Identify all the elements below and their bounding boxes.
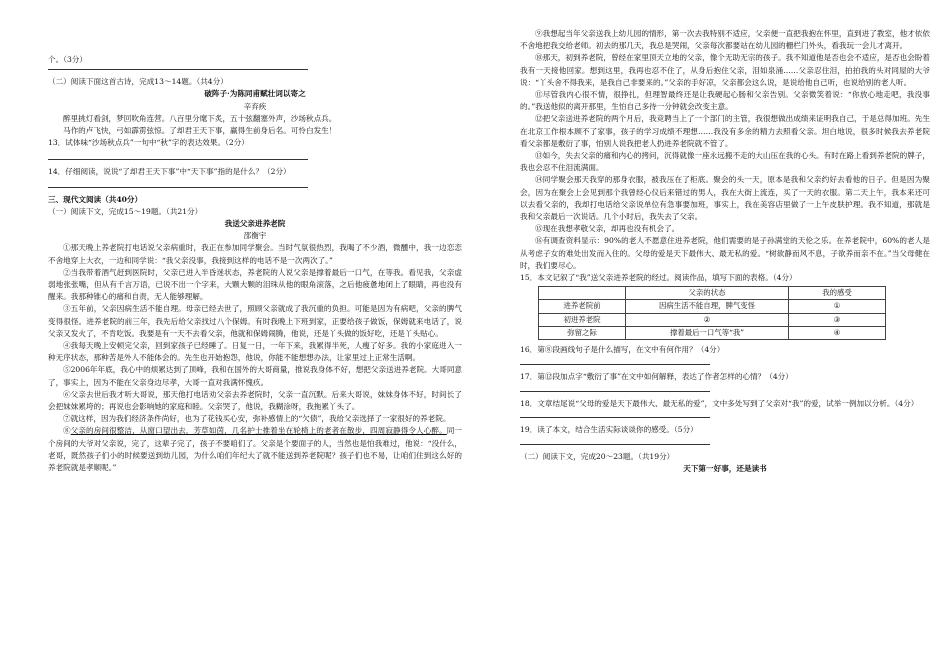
- paragraph: ③五年前，父亲因病生活不能自理。母亲已经去世了，照顾父亲就成了我沉重的负担。可能是因为有病吧，父亲的脾气变得很怪。进养老院的前三年，我先后给父亲找过八个保姆。有时我晚上下班到家，正要给孩子做饭，保姆就来电话了，说父亲又发火了，不肯吃饭。我要是有一天不去看父亲，他就和保姆闹腾，他说，还是丫头做的饭好吃，还是丫头贴心。: [48, 304, 462, 338]
- answer-line: [520, 444, 710, 445]
- table-header: 父亲的状态: [626, 287, 789, 300]
- answer-line: [520, 391, 710, 392]
- table-cell: 因病生活不能自理，脾气变怪: [626, 300, 789, 313]
- paragraph: ⑩那天，初到养老院，曾经在家里顶天立地的父亲，像个无助无宗的孩子。我不知道他是否也会不适应，是否也会盼着我有一天接他回家。想到这里，我再也忍不住了，从身后抱住父亲，泪如泉涌……父亲忍住泪，拍拍我的头对同屋的大爷说：“丫头舍不得我来，是我自己非要来的。”父亲的手好凉，父亲都会这么说，是说给他自己听，也说给别的老人听。: [520, 53, 930, 87]
- paragraph: ⑤2006年年底，我心中的烦累达到了顶峰，我和在国外的大哥商量，推说我身体不好，想把父亲送进养老院。大哥同意了，事实上，因为不能在父亲身边尽孝，大哥一直对我满怀愧疚。: [48, 365, 463, 387]
- question-18: 18．文章结尾说“父母的爱是天下最伟大、最无私的爱”，文中多处写到了父亲对“我”的爱，试举一例加以分析。（4分）: [520, 399, 919, 409]
- paragraph: ⑮现在我想孝敬父亲，却再也没有机会了。: [535, 224, 680, 234]
- article-title: 天下第一好事，还是读书: [683, 464, 767, 474]
- paragraph: ⑨我想起当年父亲送我上幼儿园的情形，第一次去我特别不适应，父亲便一直把我抱在怀里，直到进了教室，他才依依不舍地把我交给老师。初去的那几天，我总是哭闹，父亲每次都要站在幼儿园的栅栏门外头，看我玩一会儿才离开。: [520, 29, 930, 51]
- section-intro: （二）阅读下面这首古诗，完成13～14题。（共4分）: [48, 77, 228, 87]
- paragraph: ②当我带着酒气赶到医院时，父亲已进入半昏迷状态，养老院的人说父亲是撑着最后一口气，在等我。看见我，父亲虚弱地张张嘴，但从有千言万语，已说不出一个字来，大颗大颗的泪珠从他的眼角滚落，之后他疲惫地闭上了眼睛，再也没有醒来。我那种锥心的痛和自责，无人能够理解。: [48, 267, 462, 302]
- text-fragment: 个。（3分）: [48, 55, 87, 64]
- paragraph: ⑥父亲去世后我才听大哥说，那天他打电话劝父亲去养老院时，父亲一直沉默。后来大哥说，妹妹身体不好，时间长了会把妹妹累垮的；再说也会影响她的家庭和睦。父亲哭了，他说，我糊涂呀，我拖累丫头了。: [48, 389, 462, 412]
- paragraph-text: 同一个房间的大爷对父亲说，完了，这辈子完了，孩子不要咱们了。父亲是个要面子的人，当然也是怕我难过，他说：“没什么，老哥，既然孩子们小的时候要送到幼儿园，为什么咱们年纪大了就不能送到养老院呢？孩子们也不易，让咱们住到这么好的养老院就是孝顺呢。”: [48, 426, 463, 473]
- table-header-row: [539, 287, 886, 300]
- answer-line: [48, 187, 308, 188]
- article-title: 我送父亲进养老院: [224, 219, 286, 229]
- table-cell: 弥留之际: [539, 326, 626, 339]
- paragraph: [48, 425, 462, 474]
- answer-line: [48, 69, 308, 70]
- paragraph: ⑬如今，失去父亲的痛和内心的拷问，沉得就像一座永远搬不走的大山压在我的心头。有时在路上看到养老院的牌子，我也会忍不住泪流满面。: [520, 151, 930, 173]
- paragraph: ⑦就这样，因为我们经济条件尚好，也为了花钱买心安，弥补感情上的“欠债”，我给父亲选择了一家很好的养老院。: [63, 414, 451, 424]
- answer-table: [538, 286, 886, 340]
- paragraph: ⑯有调查资料显示：90%的老人不愿意住进养老院，他们需要的是子孙满堂的天伦之乐。在养老院中，60%的老人是从考虑子女的难处出发而入住的。父母的爱是天下最伟大、最无私的爱。“树欲静而风不息，子欲养而亲不在。”当父母健在时，我们要尽心。: [520, 236, 930, 270]
- section-intro: （一）阅读下文，完成15～19题。（共21分）: [48, 206, 203, 216]
- question-13: 13．试体味“沙场秋点兵”一句中“秋”字的表达效果。（2分）: [48, 138, 249, 148]
- paragraph: ⑭同学聚会那天我穿的那身衣服，被我压在了柜底。聚会的头一天，原本是我和父亲约好去看他的日子。但是因为聚会，因为在聚会上会见到那个我曾经心仪后来错过的男人，我在大街上流连，买了一天的衣服。第二天上午，我本来还可以去看父亲的，我却打电话给父亲说单位有急事要加班，事实上，我在美容店里做了一上午皮肤护理。我不知道，那就是我和父亲最后一次说话。几个小时后，我失去了父亲。: [520, 175, 930, 222]
- paragraph: ⑪尽管我内心很不情，很挣扎，但理智最终还是让我硬起心肠和父亲告别。父亲微笑着说：“你放心地走吧，我没事的。”我送他似的离开那里，生怕自己多待一分钟就会改变主意。: [520, 90, 930, 112]
- paragraph: ①那天晚上养老院打电话说父亲病重时，我正在参加同学聚会。当时气氛很热烈，我喝了不少酒，微醺中，我一边恋恋不舍地穿上大衣，一边和同学说：“我父亲没事，我接到这样的电话不是一次两次了。”: [48, 243, 462, 265]
- poem-line: 马作的卢飞快，弓如霹雳弦惊。了却君王天下事，赢得生前身后名。可怜白发生！: [63, 126, 337, 136]
- question-14: 14．仔细阅读，说说“了却君王天下事”中“天下事”指的是什么？（2分）: [48, 167, 291, 177]
- poem-author: 辛弃疾: [243, 101, 267, 111]
- table-cell: 进养老院前: [539, 300, 626, 313]
- section-title: 三、现代文阅读（共40分）: [48, 194, 143, 204]
- paragraph: ⑫把父亲送进养老院的两个月后，我竞聘当上了一个部门的主管，我很想做出成绩来证明我自己，于是总得加班。先生在北京工作根本顾不了家事，孩子的学习成绩不理想……我没有多余的精力去照看父亲。坦白地说，很多时候我去养老院看父亲都是敷衍了事，怕别人说我把老人扔进养老院就不管了。: [520, 114, 930, 148]
- right-column: [520, 0, 930, 475]
- table-cell: ②: [626, 313, 789, 326]
- table-cell: 撑着最后一口气等“我”: [626, 326, 789, 339]
- answer-line: [520, 417, 710, 418]
- left-column: [48, 0, 462, 474]
- table-cell: ①: [789, 300, 886, 313]
- poem-title: 破阵子·为陈同甫赋壮词以寄之: [204, 89, 306, 99]
- table-header: 我的感受: [789, 287, 886, 300]
- question-15: 15．本文记叙了“我”送父亲进养老院的经过。阅读作品，填写下面的表格。（4分）: [520, 273, 797, 283]
- underlined-sentence: 父亲的房间很整洁，从窗口望出去，芳草如茵，几名护士推着坐在轮椅上的老者在散步，四周寂静得令人心醉。: [70, 426, 447, 436]
- table-cell: 初进养老院: [539, 313, 626, 326]
- table-row: [539, 326, 886, 339]
- paragraph: ④我每天晚上安顿完父亲，回到家孩子已经睡了。日复一日，一年下来，我累得半死，人瘦了好多。我的小家庭进入一种无序状态，那种苦是外人不能体会的。先生也开始抱怨，他说，你能不能想想办法，让家里过上正常生活啊。: [48, 341, 462, 363]
- table-cell: ④: [789, 326, 886, 339]
- answer-line: [48, 159, 308, 160]
- article-author: 邵衡宇: [243, 231, 267, 241]
- question-16: 16．第⑧段画线句子是什么描写，在文中有何作用？（4分）: [520, 345, 725, 355]
- question-17: 17．第⑫段加点字“敷衍了事”在文中如何解释，表达了作者怎样的心情？（4分）: [520, 372, 793, 382]
- paragraph-number: ⑧: [63, 426, 71, 436]
- table-row: [539, 313, 886, 326]
- table-row: [539, 300, 886, 313]
- poem-line: 醉里挑灯看剑，梦回吹角连营。八百里分麾下炙，五十弦翻塞外声，沙场秋点兵。: [63, 113, 337, 123]
- answer-line: [520, 364, 710, 365]
- table-header: [539, 287, 626, 300]
- table-cell: ③: [789, 313, 886, 326]
- question-19: 19．读了本文，结合生活实际谈谈你的感受。（5分）: [520, 424, 698, 434]
- section-intro: （二）阅读下文，完成20～23题。（共19分）: [520, 451, 675, 461]
